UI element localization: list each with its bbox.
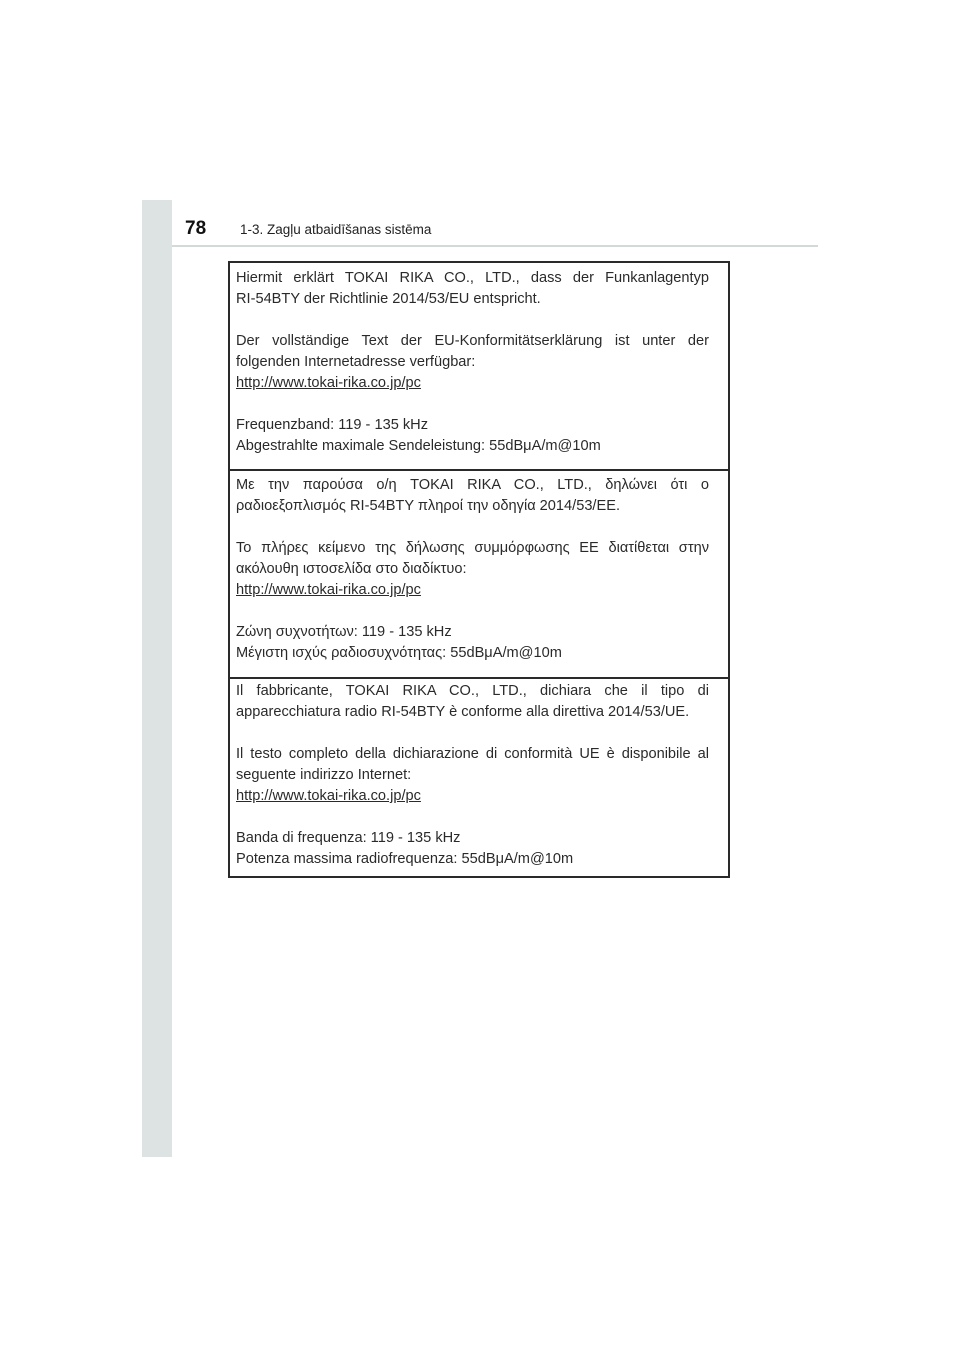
declaration-line-1: Il fabbricante, TOKAI RIKA CO., LTD., dichiara che il tipo di — [236, 683, 709, 699]
availability-line-1: Il testo completo della dichiarazione di conformità UE è disponibile al — [236, 746, 709, 762]
doc-url-link[interactable]: http://www.tokai-rika.co.jp/pc — [236, 788, 421, 804]
availability-text — [236, 331, 709, 373]
declaration-text — [236, 475, 709, 517]
frequency-band: Ζώνη συχνοτήτων: 119 - 135 kHz — [236, 624, 452, 640]
side-band — [142, 200, 172, 1157]
declaration-line-1: Hiermit erklärt TOKAI RIKA CO., LTD., dass der Funkanlagentyp — [236, 270, 709, 286]
max-power: Abgestrahlte maximale Sendeleistung: 55dBμA/m@10m — [236, 438, 601, 454]
header-rule — [172, 245, 818, 247]
radio-compliance-notice — [228, 261, 730, 878]
declaration-text — [236, 681, 709, 723]
notice-block-german — [230, 263, 728, 469]
frequency-band: Banda di frequenza: 119 - 135 kHz — [236, 830, 461, 846]
page-number: 78 — [185, 218, 207, 239]
declaration-line-1: Με την παρούσα ο/η TOKAI RIKA CO., LTD., δηλώνει ότι ο — [236, 477, 709, 493]
availability-line-1: Το πλήρες κείμενο της δήλωσης συμμόρφωσης EE διατίθεται στην — [236, 540, 709, 556]
notice-block-italian — [230, 677, 728, 876]
availability-text — [236, 744, 709, 786]
page-header — [142, 200, 818, 246]
availability-text — [236, 538, 709, 580]
availability-line-1: Der vollständige Text der EU-Konformitätserklärung ist unter der — [236, 333, 709, 349]
availability-line-2: ακόλουθη ιστοσελίδα στο διαδίκτυο: — [236, 561, 467, 577]
doc-url-link[interactable]: http://www.tokai-rika.co.jp/pc — [236, 375, 421, 391]
doc-url-link[interactable]: http://www.tokai-rika.co.jp/pc — [236, 582, 421, 598]
notice-block-greek — [230, 469, 728, 677]
declaration-line-2: ραδιοεξοπλισμός RI-54BTY πληροί την οδηγία 2014/53/EE. — [236, 498, 621, 514]
declaration-line-2: RI-54BTY der Richtlinie 2014/53/EU entspricht. — [236, 291, 541, 307]
max-power: Μέγιστη ισχύς ραδιοσυχνότητας: 55dBμA/m@10m — [236, 645, 562, 661]
declaration-text — [236, 268, 709, 310]
frequency-band: Frequenzband: 119 - 135 kHz — [236, 417, 428, 433]
declaration-line-2: apparecchiatura radio RI-54BTY è conforme alla direttiva 2014/53/UE. — [236, 704, 690, 720]
section-title: 1-3. Zagļu atbaidīšanas sistēma — [240, 222, 432, 237]
availability-line-2: seguente indirizzo Internet: — [236, 767, 412, 783]
max-power: Potenza massima radiofrequenza: 55dBμA/m@10m — [236, 851, 574, 867]
availability-line-2: folgenden Internetadresse verfügbar: — [236, 354, 476, 370]
